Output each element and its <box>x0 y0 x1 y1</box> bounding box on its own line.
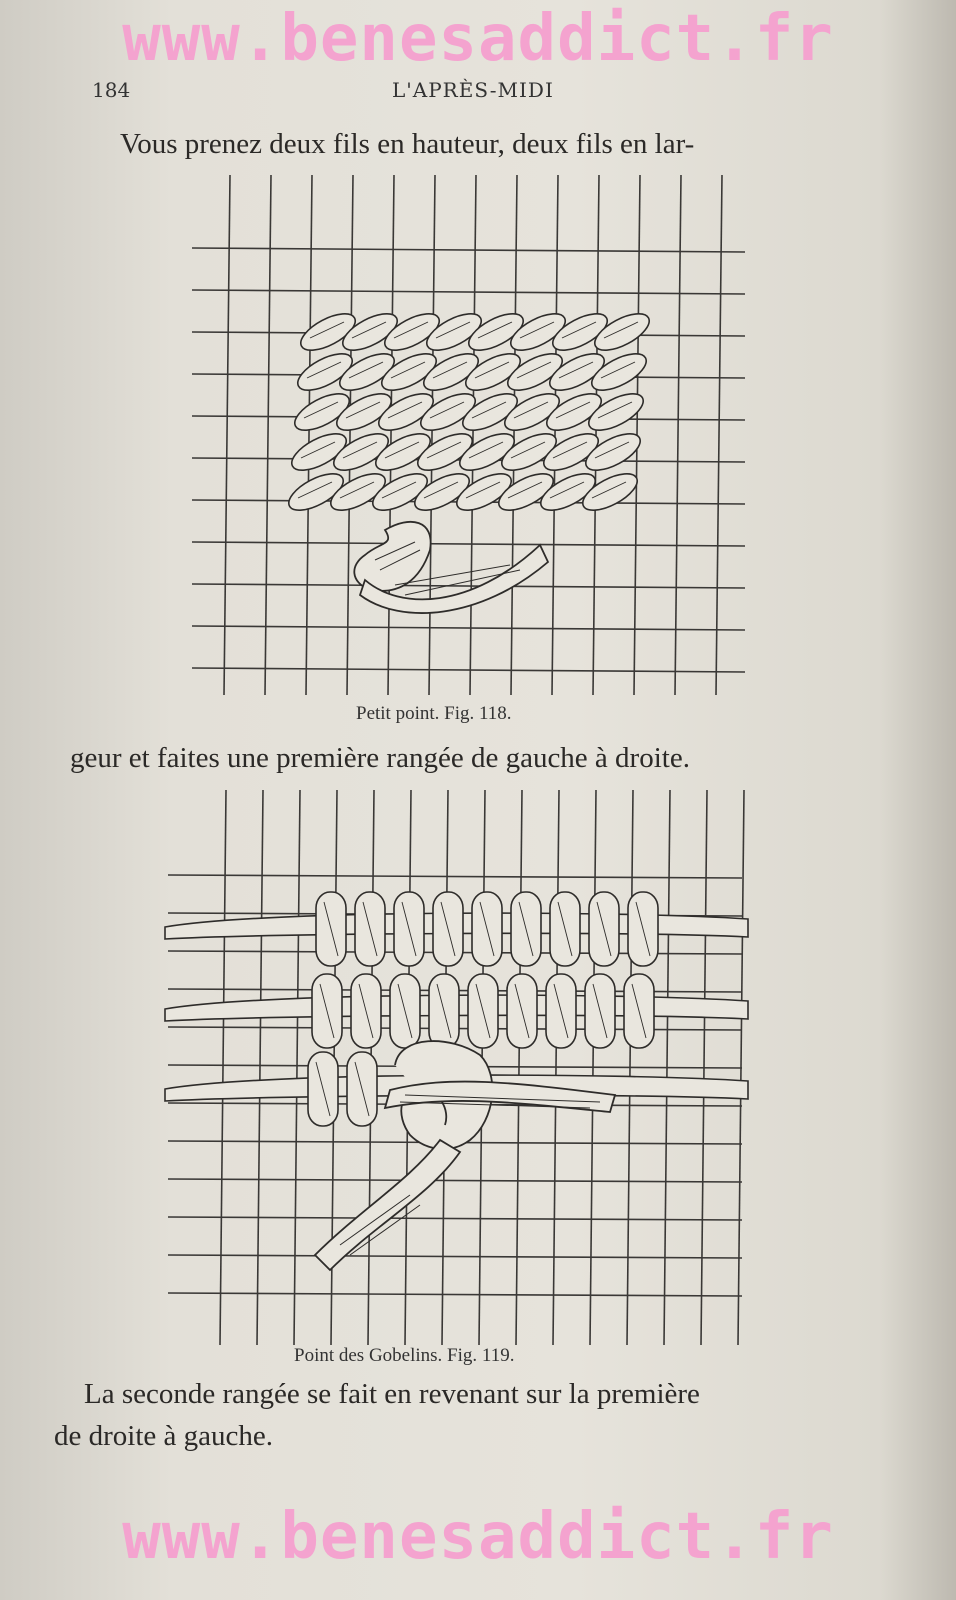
canvas-thread-horizontal <box>192 542 745 546</box>
canvas-thread-horizontal <box>168 1255 742 1258</box>
canvas-thread-horizontal <box>168 1179 742 1182</box>
canvas-thread-horizontal <box>168 1217 742 1220</box>
watermark-top: www.benesaddict.fr <box>122 2 834 76</box>
page-number: 184 <box>92 78 131 102</box>
canvas-thread-horizontal <box>192 626 745 630</box>
figure-118-petit-point-illustration <box>180 170 760 700</box>
figure-118-caption: Petit point. Fig. 118. <box>356 703 512 724</box>
canvas-thread-horizontal <box>168 1293 742 1296</box>
canvas-thread-vertical <box>294 790 300 1345</box>
canvas-thread-vertical <box>224 175 230 695</box>
canvas-thread-vertical <box>220 790 226 1345</box>
canvas-thread-vertical <box>347 175 353 695</box>
canvas-thread-horizontal <box>192 248 745 252</box>
canvas-thread-vertical <box>265 175 271 695</box>
paragraph-2-line-2: de droite à gauche. <box>54 1420 274 1452</box>
canvas-thread-horizontal <box>192 290 745 294</box>
canvas-thread-vertical <box>470 175 476 695</box>
loose-thread <box>354 522 548 613</box>
canvas-thread-vertical <box>716 175 722 695</box>
paragraph-1-line-1: Vous prenez deux fils en hauteur, deux fils en lar- <box>120 128 695 160</box>
canvas-thread-vertical <box>429 175 435 695</box>
figure-119-caption: Point des Gobelins. Fig. 119. <box>294 1345 515 1366</box>
watermark-bottom: www.benesaddict.fr <box>122 1500 834 1574</box>
running-head-title: L'APRÈS-MIDI <box>392 78 554 102</box>
canvas-thread-horizontal <box>192 584 745 588</box>
figure-119-point-des-gobelins-illustration <box>150 790 760 1350</box>
canvas-thread-vertical <box>388 175 394 695</box>
canvas-thread-horizontal <box>192 668 745 672</box>
canvas-thread-vertical <box>257 790 263 1345</box>
canvas-thread-horizontal <box>168 875 742 878</box>
paragraph-1-line-2: geur et faites une première rangée de gauche à droite. <box>70 742 690 774</box>
paragraph-2-line-1: La seconde rangée se fait en revenant sur la première <box>84 1378 700 1410</box>
canvas-thread-vertical <box>675 175 681 695</box>
canvas-thread-vertical <box>306 175 312 695</box>
